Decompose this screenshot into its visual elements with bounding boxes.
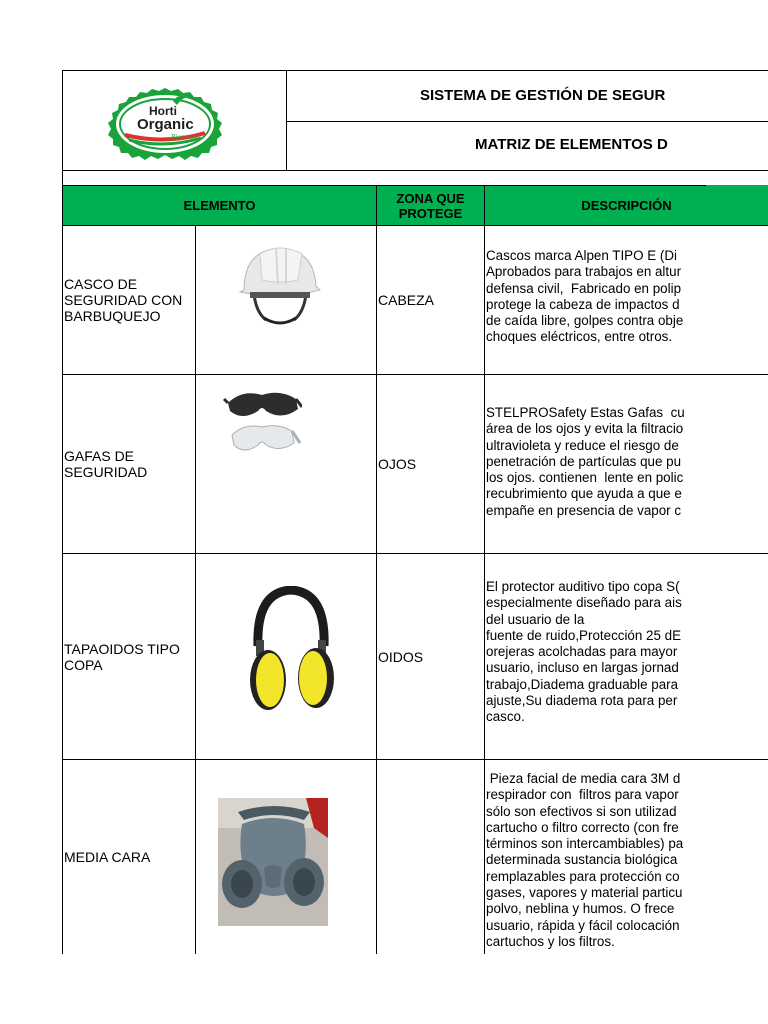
row-3-zone: OIDOS	[376, 553, 484, 759]
header-strip-extension	[706, 185, 768, 224]
row-3-description: El protector auditivo tipo copa S( especialmente diseñado para ais del usuario de la fuente de ruido,Protección 25 dE orejeras acolchadas para mayor usuario, incluso en largas jornad trabajo,Diadema graduable para ajuste,Su diadema rota para per casco.	[484, 553, 768, 759]
row-2-zone: OJOS	[376, 374, 484, 553]
row-2-description: STELPROSafety Estas Gafas cu área de los ojos y evita la filtracio ultravioleta y reduce el riesgo de penetración de partículas que pu los ojos. contienen lente en polic recubrimiento que ayuda a que e empañe en presencia de vapor c	[484, 374, 768, 553]
row-3-image-cell	[195, 553, 376, 759]
row-4-description: Pieza facial de media cara 3M d respirador con filtros para vapor sólo son efectivos si son utilizad cartucho o filtro correcto (con fre términos son intercambiables) pa determinada sustancia biológica remplazables para protección co gases, vapores y material particu polvo, neblina y humos. O frece usuario, rápida y fácil colocación cartuchos y los filtros.	[484, 759, 768, 954]
row-2-image-cell	[195, 374, 376, 553]
logo-cell	[62, 70, 286, 170]
row-1-description: Cascos marca Alpen TIPO E (Di Aprobados para trabajos en altur defensa civil, Fabricado en polip protege la cabeza de impactos d de caída libre, golpes contra obje choques eléctricos, entre otros.	[484, 225, 768, 374]
column-header-descripcion: DESCRIPCIÓN	[484, 185, 768, 225]
svg-text:Bionicos: Bionicos	[171, 134, 197, 141]
row-3-element: TAPAOIDOS TIPO COPA	[62, 553, 195, 759]
spacer-row	[62, 170, 768, 185]
row-1-zone: CABEZA	[376, 225, 484, 374]
row-4-element: MEDIA CARA	[62, 759, 195, 954]
row-4-image-cell	[195, 759, 376, 954]
horti-organic-logo	[103, 85, 227, 161]
row-1-element: CASCO DE SEGURIDAD CON BARBUQUEJO	[62, 225, 195, 374]
svg-text:Horti: Horti	[149, 104, 177, 118]
safety-glasses-icon	[222, 381, 302, 473]
row-2-element: GAFAS DE SEGURIDAD	[62, 374, 195, 553]
subtitle-cell	[286, 121, 768, 170]
column-header-zona: ZONA QUE PROTEGE	[376, 185, 484, 225]
document-subtitle: MATRIZ DE ELEMENTOS D	[475, 136, 668, 153]
helmet-icon	[236, 240, 322, 330]
earmuffs-icon	[246, 586, 336, 716]
row-1-image-cell	[195, 225, 376, 374]
title-cell	[286, 70, 768, 121]
row-4-zone	[376, 759, 484, 954]
document-sheet	[62, 70, 768, 954]
svg-text:Organic: Organic	[137, 116, 194, 133]
column-header-elemento: ELEMENTO	[62, 185, 376, 225]
half-face-respirator-icon	[218, 798, 328, 926]
document-title: SISTEMA DE GESTIÓN DE SEGUR	[420, 87, 666, 104]
